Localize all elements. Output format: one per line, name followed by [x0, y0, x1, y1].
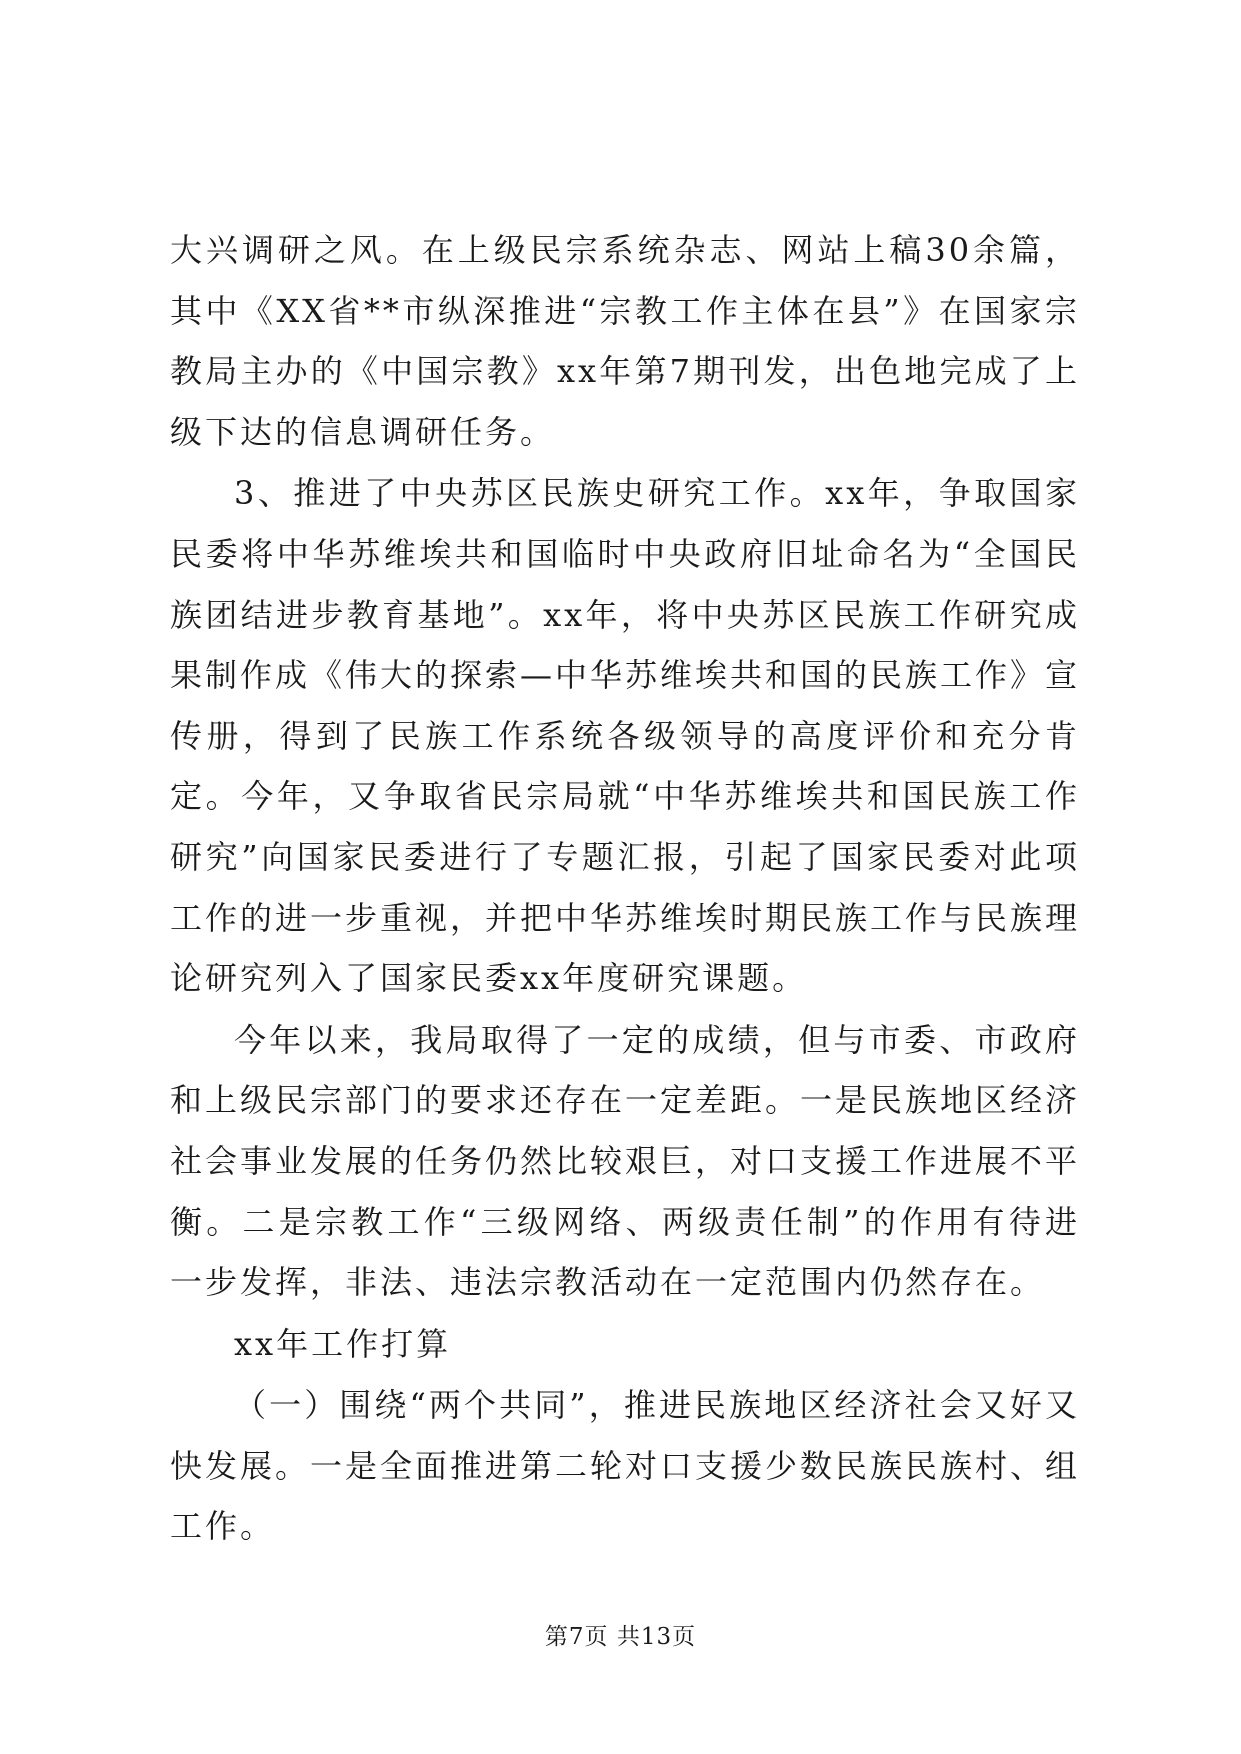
paragraph-continued: 大兴调研之风。在上级民宗系统杂志、网站上稿30余篇，其中《XX省**市纵深推进“宗教工作主体在县”》在国家宗教局主办的《中国宗教》xx年第7期刊发，出色地完成了上级下达的信息调研任务。 — [170, 231, 1080, 451]
paragraph-shortcomings: 今年以来，我局取得了一定的成绩，但与市委、市政府和上级民宗部门的要求还存在一定差距。一是民族地区经济社会事业发展的任务仍然比较艰巨，对口支援工作进展不平衡。二是宗教工作“三级网络、两级责任制”的作用有待进一步发挥，非法、违法宗教活动在一定范围内仍然存在。 — [170, 1020, 1081, 1302]
paragraph-research-history: 3、推进了中央苏区民族史研究工作。xx年，争取国家民委将中华苏维埃共和国临时中央政府旧址命名为“全国民族团结进步教育基地”。xx年，将中央苏区民族工作研究成果制作成《伟大的探索—中华苏维埃共和国的民族工作》宣传册，得到了民族工作系统各级领导的高度评价和充分肯定。今年，又争取省民宗局就“中华苏维埃共和国民族工作研究”向国家民委进行了专题汇报，引起了国家民委对此项工作的进一步重视，并把中华苏维埃时期民族工作与民族理论研究列入了国家民委xx年度研究课题。 — [170, 474, 1081, 998]
section-heading: xx年工作打算 — [234, 1324, 452, 1363]
page-footer: 第7页 共13页 — [544, 1624, 697, 1650]
paragraph-plan-1: （一）围绕“两个共同”，推进民族地区经济社会又好又快发展。一是全面推进第二轮对口支援少数民族民族村、组工作。 — [170, 1386, 1081, 1546]
body-text — [170, 220, 1080, 1558]
